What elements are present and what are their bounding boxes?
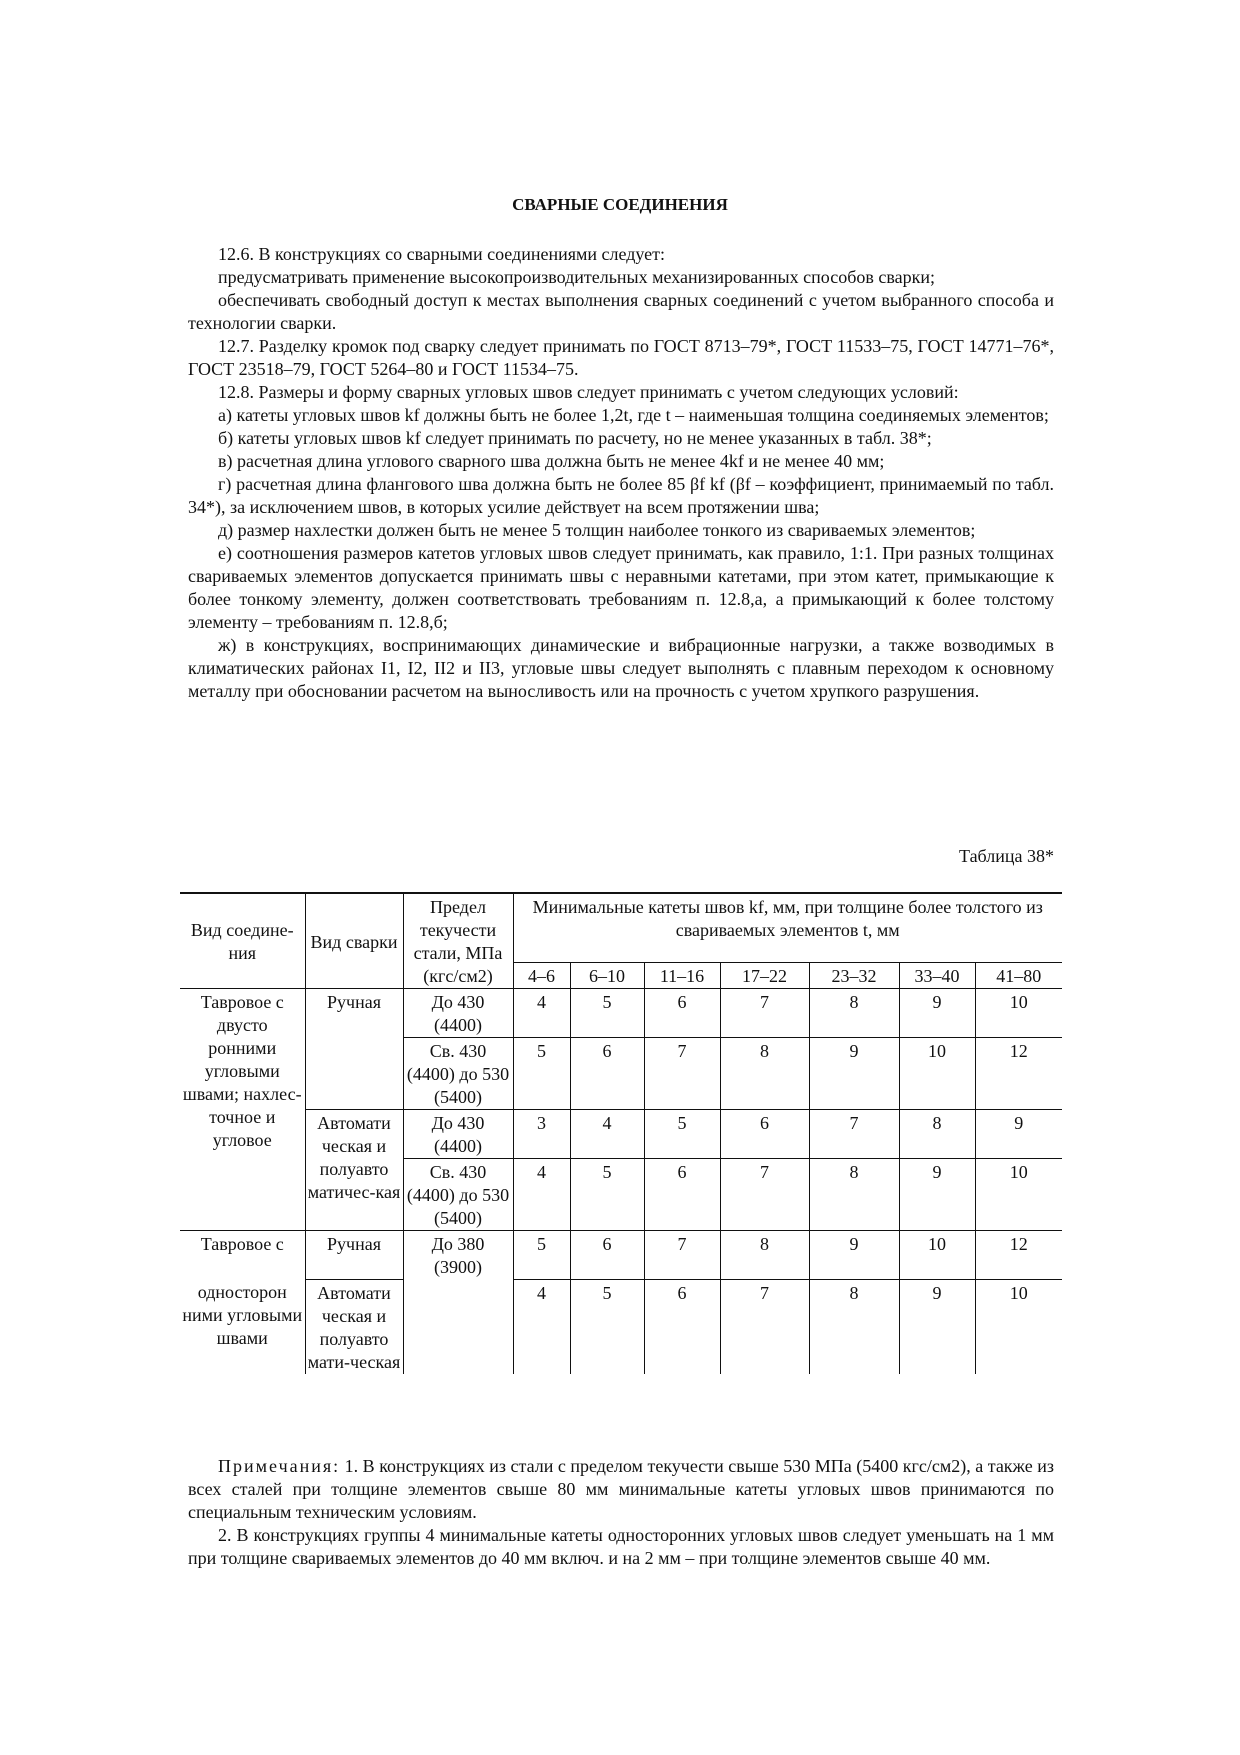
- range-cell: 17–22: [720, 963, 809, 989]
- value-cell: 5: [570, 1279, 644, 1374]
- header-min-leg: Минимальные катеты швов kf, мм, при толщине более толстого из свариваемых элементов t, мм: [513, 893, 1062, 963]
- notes-label: Примечания:: [218, 1456, 341, 1476]
- weld-type-cell: Автомати ческая и полуавто матичес-кая: [305, 1110, 403, 1231]
- body-text: [188, 243, 1054, 703]
- table-row: [180, 1110, 1062, 1159]
- header-yield: Предел текучести стали, МПа (кгс/см2): [403, 893, 513, 989]
- value-cell: 8: [809, 989, 899, 1038]
- value-cell: 9: [809, 1038, 899, 1110]
- range-cell: 33–40: [899, 963, 975, 989]
- value-cell: 10: [975, 1159, 1062, 1231]
- value-cell: 12: [975, 1038, 1062, 1110]
- value-cell: 6: [720, 1110, 809, 1159]
- value-cell: 8: [720, 1231, 809, 1280]
- table-row: [180, 989, 1062, 1038]
- value-cell: 9: [899, 1279, 975, 1374]
- paragraph: г) расчетная длина флангового шва должна быть не более 85 βf kf (βf – коэффициент, принимаемый по табл. 34*), за исключением швов, в которых усилие действует на всем протяжении шва;: [188, 474, 1054, 517]
- value-cell: 9: [975, 1110, 1062, 1159]
- paragraph: ж) в конструкциях, воспринимающих динамические и вибрационные нагрузки, а также возводимых в климатических районах I1, I2, II2 и II3, угловые швы следует выполнять с плавным переходом к основному металлу при обосновании расчетом на выносливость или на прочность с учетом хрупкого разрушения.: [188, 635, 1055, 701]
- value-cell: 7: [809, 1110, 899, 1159]
- header-joint: Вид соедине-ния: [180, 893, 305, 989]
- value-cell: 7: [720, 1159, 809, 1231]
- table-caption: Таблица 38*: [959, 846, 1054, 866]
- value-cell: 10: [899, 1038, 975, 1110]
- joint-type-cell: Тавровое с: [180, 1231, 305, 1280]
- weld-type-cell: Автомати ческая и полуавто мати-ческая: [305, 1279, 403, 1374]
- value-cell: 6: [644, 989, 720, 1038]
- value-cell: 9: [809, 1231, 899, 1280]
- yield-cell: До 430 (4400): [403, 1110, 513, 1159]
- table-row: [180, 1279, 1062, 1374]
- paragraph: д) размер нахлестки должен быть не менее 5 толщин наиболее тонкого из свариваемых элементов;: [218, 520, 976, 540]
- paragraph: 12.8. Размеры и форму сварных угловых швов следует принимать с учетом следующих условий:: [218, 382, 959, 402]
- paragraph: 12.6. В конструкциях со сварными соединениями следует:: [218, 244, 666, 264]
- section-title: СВАРНЫЕ СОЕДИНЕНИЯ: [512, 195, 728, 214]
- range-cell: 41–80: [975, 963, 1062, 989]
- value-cell: 4: [513, 1279, 570, 1374]
- weld-table: [180, 892, 1062, 1374]
- yield-cell: До 380 (3900): [403, 1231, 513, 1280]
- value-cell: 5: [513, 1231, 570, 1280]
- value-cell: 6: [644, 1279, 720, 1374]
- range-cell: 23–32: [809, 963, 899, 989]
- value-cell: 5: [513, 1038, 570, 1110]
- value-cell: 6: [570, 1038, 644, 1110]
- value-cell: 12: [975, 1231, 1062, 1280]
- note-2: 2. В конструкциях группы 4 минимальные катеты односторонних угловых швов следует уменьшать на 1 мм при толщине свариваемых элементов до 40 мм включ. и на 2 мм – при толщине элементов свыше 40 мм.: [188, 1525, 1054, 1568]
- note-1-text: 1. В конструкциях из стали с пределом текучести свыше 530 МПа (5400 кгс/см2), а также из всех сталей при толщине элементов свыше 80 мм минимальные катеты угловых швов принимаются по специальным техническим условиям.: [188, 1456, 1054, 1522]
- paragraph: е) соотношения размеров катетов угловых швов следует принимать, как правило, 1:1. При разных толщинах свариваемых элементов допускается принимать швы с неравными катетами, при этом катет, примыкающие к более тонкому элементу, должен соответствовать требованиям п. 12.8,а, а примыкающий к более толстому элементу – требованиям п. 12.8,б;: [188, 543, 1054, 632]
- value-cell: 10: [975, 989, 1062, 1038]
- value-cell: 8: [809, 1159, 899, 1231]
- yield-cell: Св. 430 (4400) до 530 (5400): [403, 1038, 513, 1110]
- value-cell: 10: [899, 1231, 975, 1280]
- range-cell: 4–6: [513, 963, 570, 989]
- notes: [188, 1455, 1054, 1570]
- value-cell: 4: [513, 989, 570, 1038]
- value-cell: 4: [513, 1159, 570, 1231]
- value-cell: 3: [513, 1110, 570, 1159]
- value-cell: 7: [644, 1231, 720, 1280]
- value-cell: 6: [570, 1231, 644, 1280]
- paragraph: 12.7. Разделку кромок под сварку следует принимать по ГОСТ 8713–79*, ГОСТ 11533–75, ГОСТ 14771–76*, ГОСТ 23518–79, ГОСТ 5264–80 и ГОСТ 11534–75.: [188, 336, 1054, 379]
- yield-cell: [403, 1279, 513, 1374]
- yield-cell: До 430 (4400): [403, 989, 513, 1038]
- range-cell: 6–10: [570, 963, 644, 989]
- value-cell: 4: [570, 1110, 644, 1159]
- value-cell: 7: [720, 1279, 809, 1374]
- value-cell: 9: [899, 989, 975, 1038]
- joint-type-cell: Тавровое с двусто ронними угловыми швами; нахлес-точное и угловое: [180, 989, 305, 1231]
- yield-cell: Св. 430 (4400) до 530 (5400): [403, 1159, 513, 1231]
- paragraph: б) катеты угловых швов kf следует принимать по расчету, но не менее указанных в табл. 38*;: [218, 428, 932, 448]
- paragraph: предусматривать применение высокопроизводительных механизированных способов сварки;: [218, 267, 935, 287]
- table-header-row: [180, 893, 1062, 963]
- value-cell: 5: [644, 1110, 720, 1159]
- value-cell: 8: [899, 1110, 975, 1159]
- paragraph: обеспечивать свободный доступ к местах выполнения сварных соединений с учетом выбранного способа и технологии сварки.: [188, 290, 1054, 333]
- value-cell: 9: [899, 1159, 975, 1231]
- weld-type-cell: Ручная: [305, 989, 403, 1110]
- table-row: [180, 1231, 1062, 1280]
- value-cell: 10: [975, 1279, 1062, 1374]
- value-cell: 8: [809, 1279, 899, 1374]
- value-cell: 7: [644, 1038, 720, 1110]
- range-cell: 11–16: [644, 963, 720, 989]
- weld-type-cell: Ручная: [305, 1231, 403, 1280]
- value-cell: 7: [720, 989, 809, 1038]
- header-weld: Вид сварки: [305, 893, 403, 989]
- joint-type-cell: односторон ними угловыми швами: [180, 1279, 305, 1374]
- value-cell: 5: [570, 989, 644, 1038]
- paragraph: а) катеты угловых швов kf должны быть не более 1,2t, где t – наименьшая толщина соединяемых элементов;: [218, 405, 1049, 425]
- note-1: [188, 1455, 1054, 1524]
- paragraph: в) расчетная длина углового сварного шва должна быть не менее 4kf и не менее 40 мм;: [218, 451, 885, 471]
- value-cell: 6: [644, 1159, 720, 1231]
- value-cell: 8: [720, 1038, 809, 1110]
- value-cell: 5: [570, 1159, 644, 1231]
